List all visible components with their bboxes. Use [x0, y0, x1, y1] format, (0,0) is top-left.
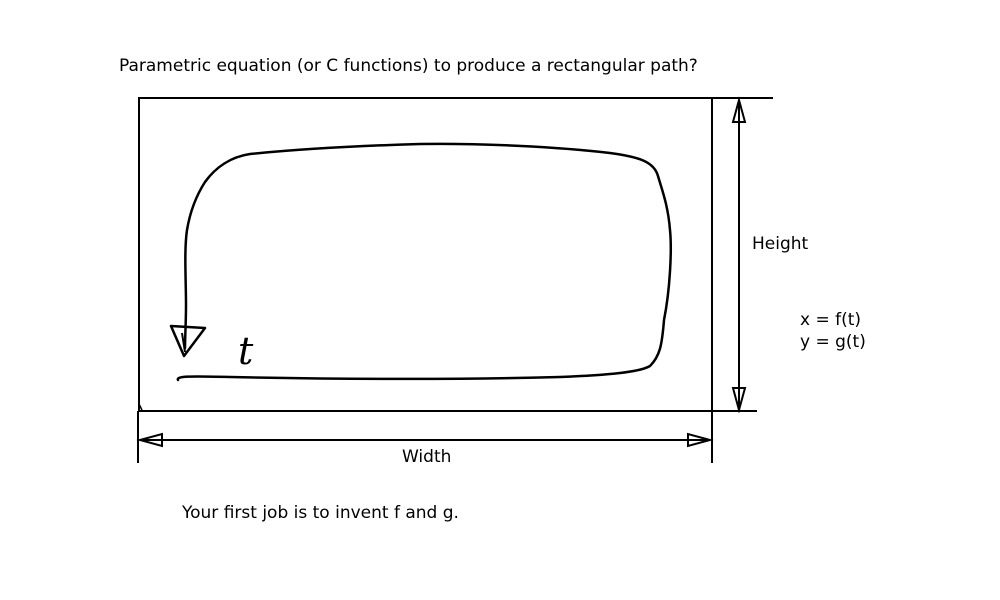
path-direction-arrowhead [171, 326, 205, 356]
height-label: Height [752, 234, 809, 254]
question-title: Parametric equation (or C functions) to produce a rectangular path? [119, 56, 698, 76]
task-note: Your first job is to invent f and g. [182, 503, 459, 523]
equation-x: x = f(t) [800, 310, 862, 330]
height-dimension-arrow [733, 100, 745, 410]
width-label: Width [402, 447, 452, 467]
equation-y: y = g(t) [800, 332, 866, 352]
parameter-t-label: t [238, 329, 254, 373]
width-dimension-arrow [140, 434, 710, 446]
